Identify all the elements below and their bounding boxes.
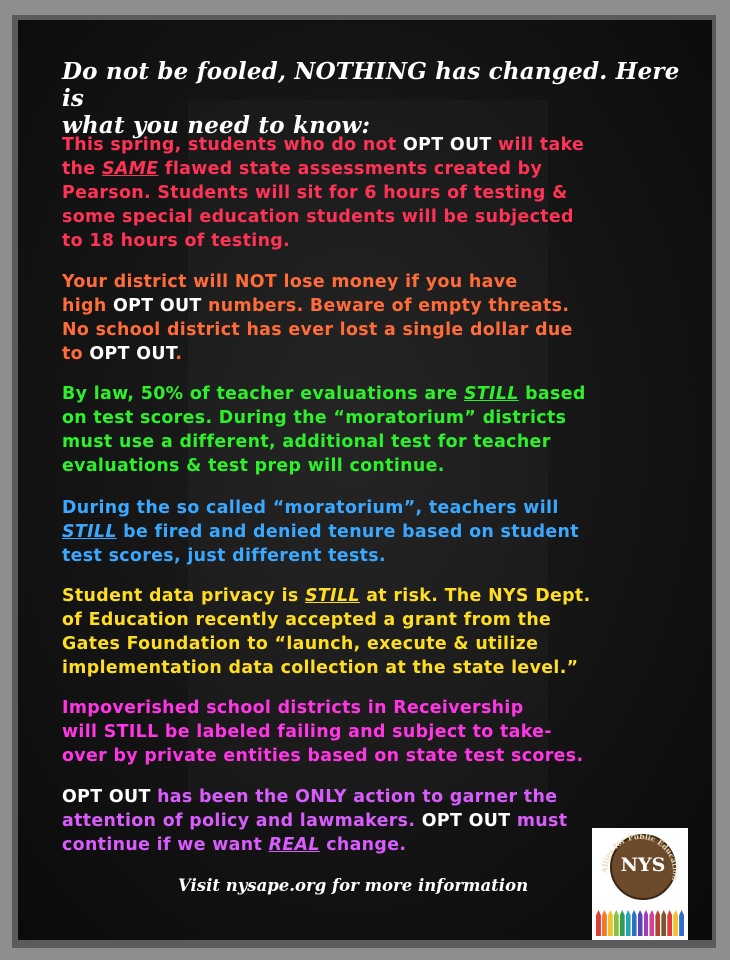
paragraph-teacher-evaluations (62, 382, 692, 478)
text-run: Student data privacy is (62, 586, 306, 606)
chalkboard (18, 20, 712, 940)
paragraph-line: on test scores. During the “moratorium” districts (62, 408, 567, 428)
text-run: high (62, 296, 113, 316)
text-run: numbers. Beware of empty threats. (201, 296, 570, 316)
paragraph-line: Pearson. Students will sit for 6 hours of testing & (62, 183, 568, 203)
paragraph-line: will STILL be labeled failing and subject to take- (62, 722, 552, 742)
opt-out-highlight: OPT OUT (89, 344, 176, 364)
emphasis-still: STILL (62, 522, 117, 542)
paragraph-line: No school district has ever lost a single dollar due (62, 320, 573, 340)
paragraph-same-tests (62, 133, 692, 253)
text-run: will take (491, 135, 585, 155)
paragraph-line: Gates Foundation to “launch, execute & utilize (62, 634, 539, 654)
opt-out-highlight: OPT OUT (112, 296, 202, 316)
headline (62, 58, 682, 139)
opt-out-highlight: OPT OUT (62, 787, 151, 807)
paragraph-line: some special education students will be subjected (62, 207, 574, 227)
paragraph-line (62, 382, 692, 406)
text-run: By law, 50% of teacher evaluations are (62, 384, 464, 404)
text-run: based (518, 384, 586, 404)
text-run: at risk. The NYS Dept. (359, 586, 591, 606)
paragraph-line: of Education recently accepted a grant from the (62, 610, 552, 630)
paragraph-line (62, 520, 692, 544)
text-run: continue if we want (62, 835, 269, 855)
text-run: flawed state assessments created by (158, 159, 543, 179)
text-run: must (510, 811, 568, 831)
emphasis-still: STILL (305, 586, 360, 606)
logo-ring-caption: Allies for Public Education (599, 831, 681, 882)
paragraph-line: must use a different, additional test for teacher (62, 432, 551, 452)
paragraph-line: evaluations & test prep will continue. (62, 456, 445, 476)
footer-website-note: Visit nysape.org for more information (178, 876, 529, 895)
pencils-icon (596, 908, 684, 936)
paragraph-line (62, 785, 692, 809)
logo-center-text: NYS (620, 854, 666, 876)
emphasis-same: SAME (101, 159, 159, 179)
text-run: This spring, students who do not (62, 135, 403, 155)
paragraph-line (62, 294, 692, 318)
paragraph-line: test scores, just different tests. (62, 546, 386, 566)
text-run: attention of policy and lawmakers. (62, 811, 422, 831)
paragraph-line: Impoverished school districts in Receivership (62, 698, 524, 718)
text-run: has been the ONLY action to garner the (150, 787, 558, 807)
text-run: the (62, 159, 102, 179)
paragraph-line: implementation data collection at the state level.” (62, 658, 579, 678)
headline-line-2: what you need to know: (62, 112, 371, 139)
paragraph-line: over by private entities based on state test scores. (62, 746, 584, 766)
paragraph-line: During the so called “moratorium”, teachers will (62, 498, 559, 518)
emphasis-still: STILL (463, 384, 519, 404)
paragraph-line (62, 133, 692, 157)
text-run: be fired and denied tenure based on student (116, 522, 579, 542)
paragraph-moratorium (62, 496, 692, 568)
text-run: change. (319, 835, 407, 855)
paragraph-line (62, 584, 692, 608)
opt-out-highlight: OPT OUT (402, 135, 492, 155)
emphasis-real: REAL (268, 835, 320, 855)
paragraph-line: to 18 hours of testing. (62, 231, 291, 251)
paragraph-line (62, 342, 692, 366)
paragraph-district-money (62, 270, 692, 366)
text-run: . (175, 344, 183, 364)
nysape-logo (592, 828, 688, 940)
paragraph-line: Your district will NOT lose money if you have (62, 272, 518, 292)
text-run: to (62, 344, 90, 364)
paragraph-data-privacy (62, 584, 692, 680)
headline-line-1: Do not be fooled, NOTHING has changed. Here is (62, 58, 680, 112)
paragraph-receivership (62, 696, 692, 768)
paragraph-line (62, 157, 692, 181)
opt-out-highlight: OPT OUT (421, 811, 511, 831)
